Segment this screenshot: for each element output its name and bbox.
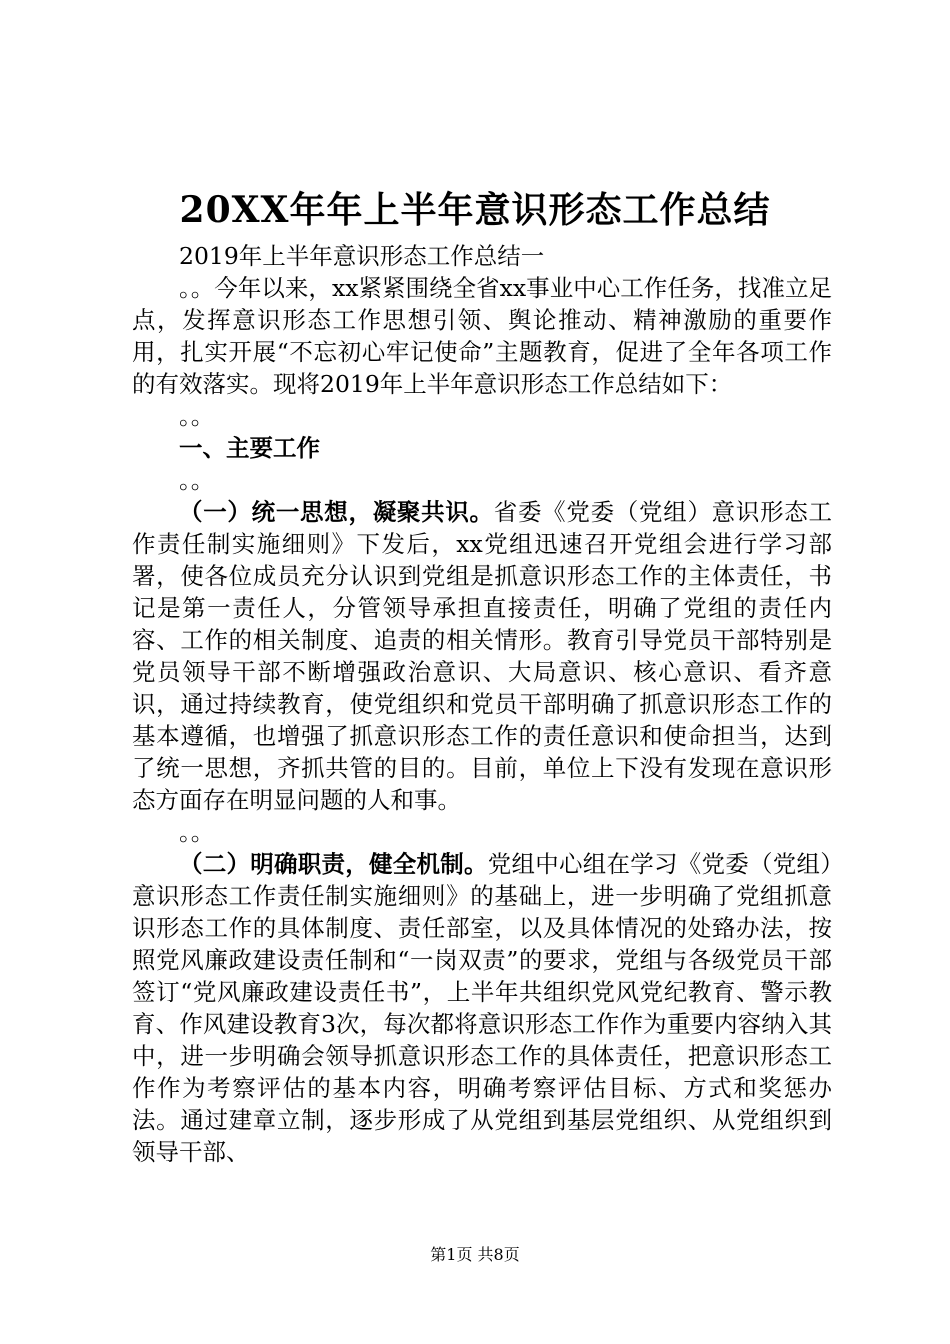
paragraph-intro: 。。今年以来，xx紧紧围绕全省xx事业中心工作任务，找准立足点，发挥意识形态工作思想引领、舆论推动、精神激励的重要作用，扎实开展“不忘初心牢记使命”主题教育，促进了全年各项工作的有效落实。现将2019年上半年意识形态工作总结如下： [132,274,832,398]
paragraph-marks-1: 。。 [179,402,215,430]
paragraph-marks-3: 。。 [179,818,215,846]
paragraph-subtitle: 2019年上半年意识形态工作总结一 [179,242,545,270]
page-footer: 第1页 共8页 [430,1245,520,1264]
paragraph-marks-2: 。。 [179,466,215,494]
subsection-title-2: （二）明确职责，健全机制。 [179,850,488,878]
subsection-title-1: （一）统一思想，凝聚共识。 [179,498,494,526]
paragraph-section-2 [132,848,832,1168]
document-title: 20XX年年上半年意识形态工作总结 [179,189,771,231]
subsection-body-2: 党组中心组在学习《党委（党组）意识形态工作责任制实施细则》的基础上，进一步明确了党组抓意识形态工作的具体制度、责任部室，以及具体情况的处臵办法，按照党风廉政建设责任制和“一岗双责”的要求，党组与各级党员干部签订“党风廉政建设责任书”，上半年共组织党风党纪教育、警示教育、作风建设教育3次，每次都将意识形态工作作为重要内容纳入其中，进一步明确会领导抓意识形态工作的具体责任，把意识形态工作作为考察评估的基本内容，明确考察评估目标、方式和奖惩办法。通过建章立制，逐步形成了从党组到基层党组织、从党组织到领导干部、 [132,850,832,1166]
document-body [132,240,832,1168]
section-heading-main-work: 一、主要工作 [179,434,320,462]
subsection-body-1: 省委《党委（党组）意识形态工作责任制实施细则》下发后，xx党组迅速召开党组会进行学习部署，使各位成员充分认识到党组是抓意识形态工作的主体责任，书记是第一责任人，分管领导承担直接责任，明确了党组的责任内容、工作的相关制度、追责的相关情形。教育引导党员干部特别是党员领导干部不断增强政治意识、大局意识、核心意识、看齐意识，通过持续教育，使党组织和党员干部明确了抓意识形态工作的基本遵循，也增强了抓意识形态工作的责任意识和使命担当，达到了统一思想，齐抓共管的目的。目前，单位上下没有发现在意识形态方面存在明显问题的人和事。 [132,498,832,814]
paragraph-section-1 [132,496,832,816]
